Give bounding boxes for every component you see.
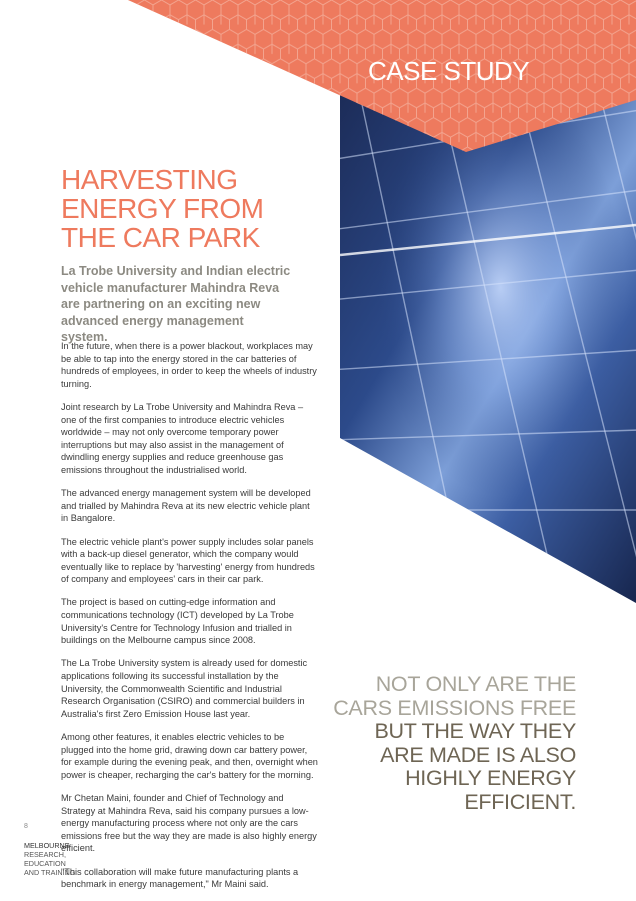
body-paragraph-5: The project is based on cutting-edge information and communications technology (ICT) developed by La Trobe University's Centre for Technology Infusion and trialled in buildings on the Melbourne campus since 2008. bbox=[61, 597, 294, 646]
brand-line-2: RESEARCH, bbox=[24, 850, 66, 859]
brand-footer bbox=[24, 841, 75, 877]
headline-line-2: ENERGY FROM bbox=[61, 193, 264, 224]
brand-line-1: MELBOURNE bbox=[24, 841, 70, 850]
intro-paragraph: La Trobe University and Indian electric vehicle manufacturer Mahindra Reva are partnering on an exciting new advanced energy management system. bbox=[61, 264, 291, 344]
brand-line-3: EDUCATION bbox=[24, 859, 66, 868]
headline-line-3: THE CAR PARK bbox=[61, 222, 260, 253]
body-paragraph-4: The electric vehicle plant's power supply includes solar panels with a back-up diesel generator, which the company would eventually like to replace by 'harvesting' energy from hundreds of company and employees' cars in their car park. bbox=[61, 536, 315, 585]
body-paragraph-1: In the future, when there is a power blackout, workplaces may be able to tap into the energy stored in the car batteries of hundreds of employees, in order to keep the wheels of industry turning. bbox=[61, 341, 317, 389]
headline-line-1: HARVESTING bbox=[61, 164, 238, 195]
body-paragraph-3: The advanced energy management system will be developed and trialled by Mahindra Reva at its new electric vehicle plant in Bangalore. bbox=[61, 488, 311, 524]
body-paragraph-8: Mr Chetan Maini, founder and Chief of Technology and Strategy at Mahindra Reva, said his company pursues a low-energy manufacturing process where not only are the cars emissions free but the way they are made is also highly energy efficient. bbox=[61, 792, 317, 854]
brand-line-4: AND TRAINING bbox=[24, 868, 76, 877]
article-headline bbox=[61, 165, 311, 252]
page-number: 8 bbox=[24, 823, 28, 830]
body-paragraph-2: Joint research by La Trobe University and Mahindra Reva – one of the first companies to introduce electric vehicles worldwide – may not only overcome temporary power interruptions but may also assist in the management of dwindling energy supplies and reduce greenhouse gas emissions throughout the industrialised world. bbox=[61, 401, 304, 475]
body-paragraph-6: The La Trobe University system is already used for domestic applications following its successful installation by the University, the Commonwealth Scientific and Industrial Research Organisation (CSIRO) and commercial builders in Australia's first Zero Emission House last year. bbox=[61, 658, 308, 719]
body-paragraph-9: "This collaboration will make future manufacturing plants a benchmark in energy management," Mr Maini said. bbox=[61, 866, 299, 890]
article-body bbox=[61, 340, 319, 901]
pull-quote bbox=[330, 673, 576, 814]
pull-quote-light: NOT ONLY ARE THE CARS EMISSIONS FREE bbox=[333, 672, 576, 720]
case-study-title: CASE STUDY bbox=[368, 56, 530, 86]
body-paragraph-7: Among other features, it enables electric vehicles to be plugged into the home grid, drawing down car battery power, for example during the evening peak, and then, overnight when power is cheaper, recharging the car's battery for the morning. bbox=[61, 732, 318, 780]
pull-quote-dark: BUT THE WAY THEY ARE MADE IS ALSO HIGHLY ENERGY EFFICIENT. bbox=[374, 719, 576, 814]
